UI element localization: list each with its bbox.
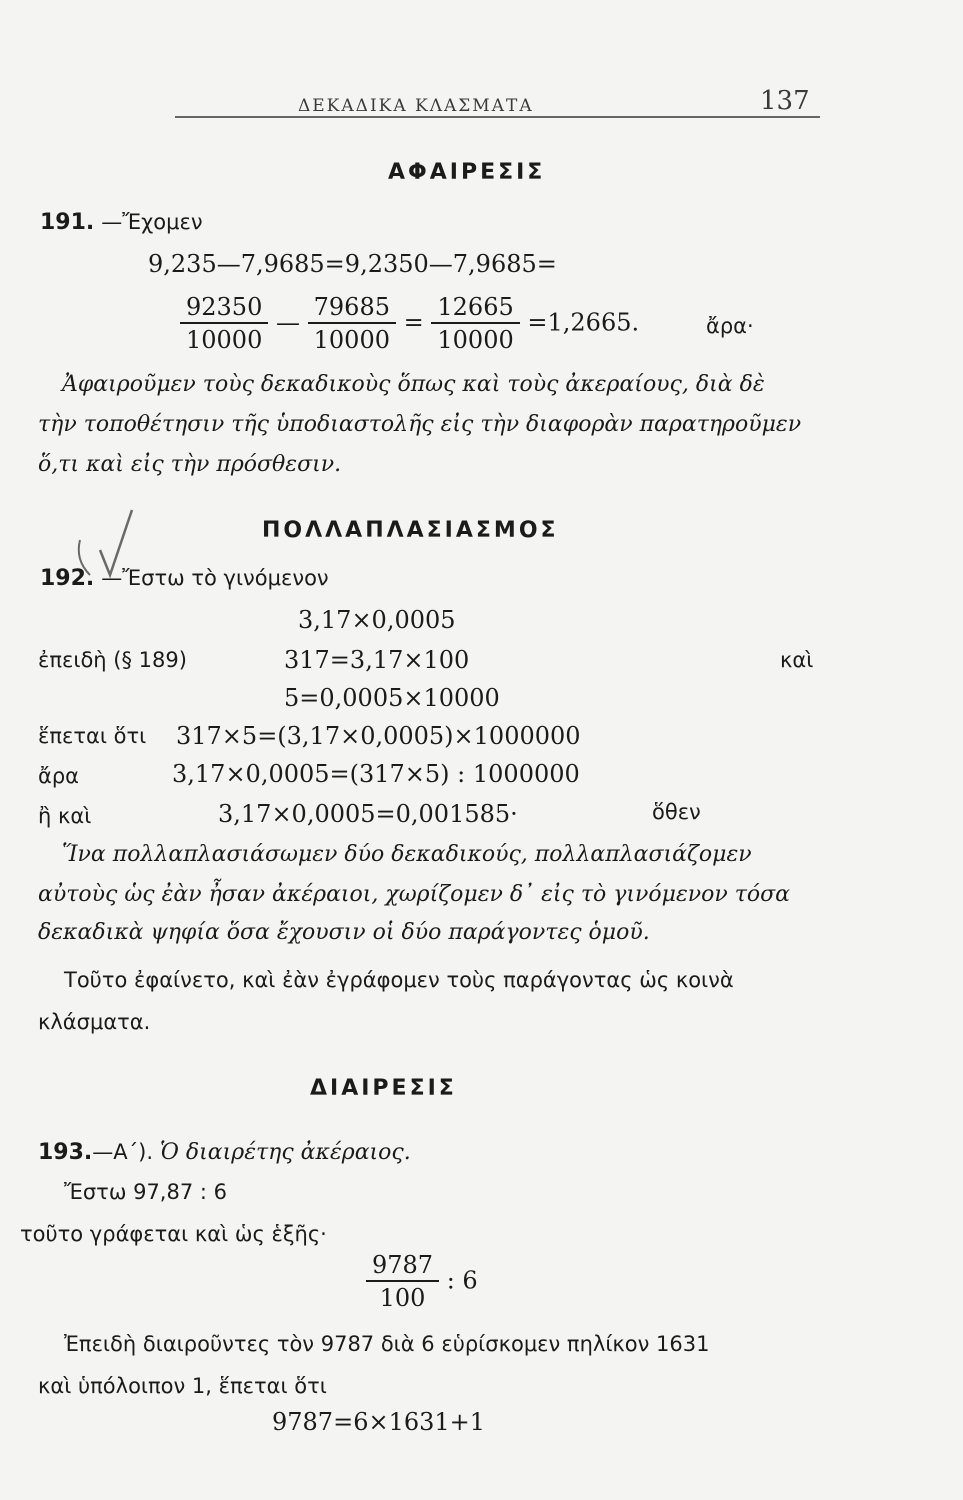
numerator: 79685: [308, 292, 396, 324]
denominator: 10000: [313, 326, 390, 354]
running-header: ΔΕΚΑΔΙΚΑ ΚΛΑΣΜΑΤΑ: [298, 96, 534, 116]
kai-word: καὶ: [780, 648, 814, 672]
touto-line: τοῦτο γράφεται καὶ ὡς ἑξῆς·: [20, 1222, 327, 1246]
intro-text: —Ἔστω τὸ γινόμενον: [101, 566, 329, 590]
intro-label: —Α΄).: [92, 1140, 154, 1164]
fraction: [180, 292, 268, 356]
paragraph-191-intro: [40, 210, 203, 235]
paragraph-number: 191.: [40, 210, 95, 235]
equation-line: 9,235—7,9685=9,2350—7,9685=: [148, 250, 557, 278]
page-number: 137: [760, 86, 810, 116]
numerator: 9787: [366, 1250, 439, 1282]
paragraph-192-intro: [40, 566, 329, 591]
text-line: Ἀφαιροῦμεν τοὺς δεκαδικοὺς ὅπως καὶ τοὺς ἀκεραίους, διὰ δὲ: [62, 372, 765, 397]
fraction: [366, 1250, 439, 1314]
denominator: 10000: [437, 326, 514, 354]
fraction-equation: [180, 292, 639, 356]
othen-word: ὅθεν: [652, 800, 701, 824]
text-line: καὶ ὑπόλοιπον 1, ἕπεται ὅτι: [38, 1374, 327, 1398]
text-line: δεκαδικὰ ψηφία ὅσα ἔχουσιν οἱ δύο παράγοντες ὁμοῦ.: [38, 920, 650, 945]
fraction-expression: [366, 1250, 478, 1314]
section-heading-pollaplasiasmos: ΠΟΛΛΑΠΛΑΣΙΑΣΜΟΣ: [262, 518, 559, 543]
intro-text: —Ἔχομεν: [101, 210, 203, 234]
header-rule: [175, 116, 820, 118]
denominator: 100: [379, 1284, 426, 1312]
intro-italic-text: Ὁ διαιρέτης ἀκέραιος.: [160, 1140, 411, 1165]
text-line: Ἵνα πολλαπλασιάσωμεν δύο δεκαδικούς, πολλαπλασιάζομεν: [62, 842, 752, 867]
equation-line: 3,17×0,0005=(317×5) : 1000000: [172, 760, 580, 788]
text-line: ὅ,τι καὶ εἰς τὴν πρόσθεσιν.: [38, 452, 342, 477]
text-line: Ἐπειδὴ διαιροῦντες τὸν 9787 διὰ 6 εὑρίσκομεν πηλίκον 1631: [64, 1332, 710, 1356]
epetai-label: ἕπεται ὅτι: [38, 724, 147, 748]
section-heading-diaireseis: ΔΙΑΙΡΕΣΙΣ: [310, 1076, 457, 1101]
fraction: [308, 292, 396, 356]
section-heading-afaireseis: ΑΦΑΙΡΕΣΙΣ: [388, 160, 546, 185]
text-line: αὐτοὺς ὡς ἐὰν ἦσαν ἀκέραιοι, χωρίζομεν δ᾽ εἰς τὸ γινόμενον τόσα: [38, 882, 791, 907]
text-line: κλάσματα.: [38, 1010, 151, 1034]
fraction: [431, 292, 519, 356]
ara-word: ἄρα·: [706, 314, 754, 338]
minus-sign: —: [276, 308, 300, 337]
paragraph-number: 193.: [38, 1140, 93, 1165]
equation-line: 9787=6×1631+1: [272, 1408, 486, 1436]
text-line: τὴν τοποθέτησιν τῆς ὑποδιαστολῆς εἰς τὴν διαφορὰν παρατηροῦμεν: [38, 412, 802, 437]
text-line: Τοῦτο ἐφαίνετο, καὶ ἐὰν ἐγράφομεν τοὺς παράγοντας ὡς κοινὰ: [64, 968, 734, 992]
equation-line: 5=0,0005×10000: [284, 684, 500, 712]
equals-sign: =: [403, 308, 424, 337]
paragraph-193-intro: [38, 1140, 411, 1165]
i-kai-label: ἢ καὶ: [38, 804, 92, 828]
paragraph-number: 192.: [40, 566, 95, 591]
numerator: 12665: [431, 292, 519, 324]
equation-line: 3,17×0,0005=0,001585·: [218, 800, 518, 828]
numerator: 92350: [180, 292, 268, 324]
equation-line: 317=3,17×100: [284, 646, 470, 674]
equation-line: 3,17×0,0005: [298, 606, 456, 634]
denominator: 10000: [186, 326, 263, 354]
result-value: =1,2665.: [527, 308, 640, 337]
epeidi-label: ἐπειδὴ (§ 189): [38, 648, 187, 672]
ara-label: ἄρα: [38, 764, 80, 788]
division-by: : 6: [446, 1266, 478, 1295]
equation-line: 317×5=(3,17×0,0005)×1000000: [176, 722, 581, 750]
estw-line: Ἔστω 97,87 : 6: [64, 1180, 227, 1204]
